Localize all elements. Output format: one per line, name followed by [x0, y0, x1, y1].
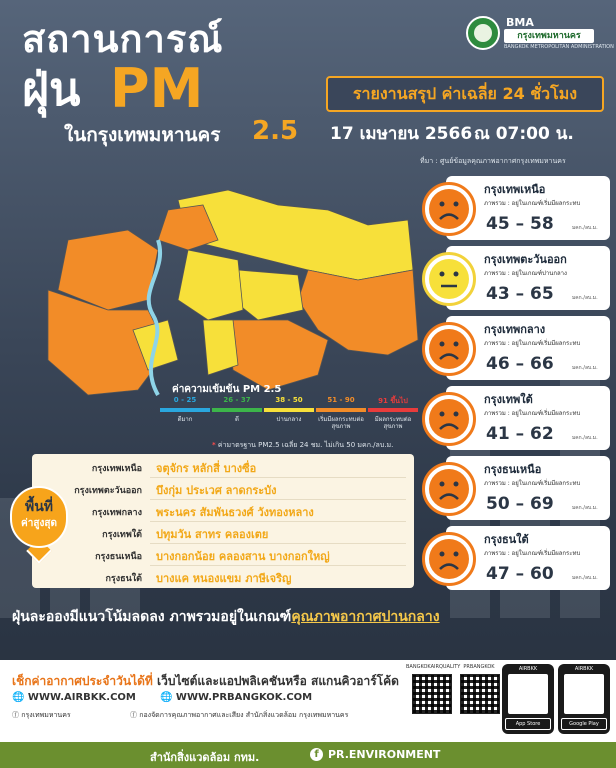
table-row — [32, 544, 414, 566]
standard-note — [212, 440, 393, 451]
title-line1: สถานการณ์ — [22, 17, 224, 61]
high-area-table — [32, 454, 414, 588]
qr2-caption: PRBANGKOK — [463, 664, 495, 670]
card-district: กรุงธนใต้ — [484, 533, 529, 546]
area-district: กรุงเทพใต้ — [102, 530, 142, 540]
qr-code-icon[interactable] — [412, 674, 452, 714]
pin-line1: พื้นที่ — [24, 499, 54, 515]
footer-office: สำนักสิ่งแวดล้อม กทม. — [150, 751, 260, 764]
area-spots: พระนคร สัมพันธวงศ์ วังทองหลาง — [156, 506, 314, 519]
report-date: 17 เมษายน 2566 — [330, 124, 473, 144]
legend-swatch — [368, 408, 418, 412]
data-source: ที่มา : ศูนย์ข้อมูลคุณภาพอากาศกรุงเทพมหานคร — [420, 157, 566, 165]
district-card-east — [422, 246, 610, 310]
area-spots: ปทุมวัน สาทร คลองเตย — [156, 528, 269, 541]
title-city: ในกรุงเทพมหานคร — [64, 124, 221, 146]
google-play-badge: Google Play — [561, 718, 607, 730]
card-value: 43 – 65 — [486, 284, 554, 304]
logo-bma: BMA — [506, 16, 534, 29]
legend-label: ปานกลาง — [276, 416, 302, 423]
card-desc: ภาพรวม : อยู่ในเกณฑ์เริ่มมีผลกระทบ — [484, 480, 581, 487]
card-district: กรุงเทพใต้ — [484, 393, 533, 406]
card-unit: มคก./ลบ.ม. — [572, 505, 598, 511]
legend-range: 38 - 50 — [275, 396, 303, 404]
sad-face-icon — [422, 462, 476, 516]
card-value: 50 – 69 — [486, 494, 554, 514]
footer — [0, 742, 616, 768]
title-pm: PM — [110, 57, 204, 120]
card-value: 47 – 60 — [486, 564, 554, 584]
area-district: กรุงธนใต้ — [105, 574, 142, 584]
card-value: 46 – 66 — [486, 354, 554, 374]
card-desc: ภาพรวม : อยู่ในเกณฑ์เริ่มมีผลกระทบ — [484, 200, 581, 207]
map-region-south-yellow — [203, 320, 238, 375]
sad-face-icon — [422, 392, 476, 446]
card-unit: มคก./ลบ.ม. — [572, 295, 598, 301]
legend-label: ดีมาก — [177, 416, 193, 423]
map-region-east-yellow — [233, 270, 303, 320]
card-unit: มคก./ลบ.ม. — [572, 365, 598, 371]
logo-eng: BANGKOK METROPOLITAN ADMINISTRATION — [504, 44, 614, 50]
report-time: ณ 07:00 น. — [474, 124, 574, 144]
info-band — [0, 660, 616, 742]
legend-swatch — [316, 408, 366, 412]
summary-highlight: คุณภาพอากาศปานกลาง — [291, 609, 440, 625]
facebook-bma-link[interactable]: ⓕ กรุงเทพมหานคร — [12, 711, 71, 719]
card-district: กรุงธนเหนือ — [484, 463, 542, 476]
card-desc: ภาพรวม : อยู่ในเกณฑ์ปานกลาง — [484, 270, 567, 277]
legend-label: เริ่มมีผลกระทบต่อสุขภาพ — [318, 416, 364, 430]
bma-logo — [466, 16, 614, 50]
pm-legend — [158, 382, 418, 434]
area-district: กรุงเทพตะวันออก — [74, 486, 142, 496]
district-card-thon-south — [422, 526, 610, 590]
area-spots: บึงกุ่ม ประเวศ ลาดกระบัง — [156, 484, 277, 497]
standard-star: * — [212, 441, 216, 449]
qr-code-icon — [564, 674, 604, 714]
area-spots: บางแค หนองแขม ภาษีเจริญ — [156, 572, 292, 585]
app2-label: AIRBKK — [574, 666, 594, 672]
legend-label: ดี — [235, 416, 239, 423]
qr-code-icon — [508, 674, 548, 714]
legend-range: 0 - 25 — [173, 396, 197, 404]
app-store-badge: App Store — [505, 718, 551, 730]
report-label: รายงานสรุป ค่าเฉลี่ย 24 ชั่วโมง — [326, 76, 604, 112]
card-unit: มคก./ลบ.ม. — [572, 435, 598, 441]
card-value: 41 – 62 — [486, 424, 554, 444]
legend-title: ค่าความเข้มข้น PM 2.5 — [172, 384, 282, 395]
summary-message — [0, 594, 616, 642]
website-airbkk-link[interactable]: 🌐 WWW.AIRBKK.COM — [12, 692, 136, 703]
bma-seal-icon — [466, 16, 500, 50]
location-pin-icon — [10, 486, 68, 564]
table-row — [32, 478, 414, 500]
area-district: กรุงเทพกลาง — [91, 508, 142, 518]
facebook-env-link[interactable]: ⓕ กองจัดการคุณภาพอากาศและเสียง สำนักสิ่งแวดล้อม กรุงเทพมหานคร — [130, 711, 349, 719]
check-rest: เว็บไซต์และแอปพลิเคชันหรือ สแกนคิวอาร์โค้ด — [152, 674, 399, 688]
check-air-text — [12, 672, 399, 691]
sad-face-icon — [422, 532, 476, 586]
title-line2: ฝุ่น — [22, 62, 81, 116]
legend-range: 26 - 37 — [223, 396, 251, 404]
district-card-north — [422, 176, 610, 240]
website-prbangkok-link[interactable]: 🌐 WWW.PRBANGKOK.COM — [160, 692, 313, 703]
neutral-face-icon — [422, 252, 476, 306]
sad-face-icon — [422, 182, 476, 236]
summary-text — [12, 606, 440, 628]
table-row — [32, 566, 414, 588]
card-desc: ภาพรวม : อยู่ในเกณฑ์เริ่มมีผลกระทบ — [484, 550, 581, 557]
area-district: กรุงเทพเหนือ — [91, 464, 142, 474]
logo-name: กรุงเทพมหานคร — [504, 29, 594, 43]
table-row — [32, 456, 414, 478]
app-store-qr[interactable] — [502, 664, 554, 734]
district-card-thon-north — [422, 456, 610, 520]
qr-code-icon[interactable] — [460, 674, 500, 714]
card-unit: มคก./ลบ.ม. — [572, 575, 598, 581]
standard-text: ค่ามาตรฐาน PM2.5 เฉลี่ย 24 ชม. ไม่เกิน 50 มคก./ลบ.ม. — [217, 441, 394, 449]
area-district: กรุงธนเหนือ — [95, 552, 142, 562]
table-row — [32, 500, 414, 522]
card-district: กรุงเทพตะวันออก — [484, 253, 567, 266]
card-desc: ภาพรวม : อยู่ในเกณฑ์เริ่มมีผลกระทบ — [484, 340, 581, 347]
google-play-qr[interactable] — [558, 664, 610, 734]
pin-line2: ค่าสูงสุด — [21, 518, 57, 529]
map-region-south — [228, 320, 328, 390]
facebook-icon: f — [310, 748, 323, 761]
legend-swatch — [212, 408, 262, 412]
card-unit: มคก./ลบ.ม. — [572, 225, 598, 231]
title-25: 2.5 — [252, 116, 299, 146]
area-spots: จตุจักร หลักสี่ บางซื่อ — [156, 462, 257, 475]
area-spots: บางกอกน้อย คลองสาน บางกอกใหญ่ — [156, 550, 330, 563]
legend-swatch — [264, 408, 314, 412]
sad-face-icon — [422, 322, 476, 376]
legend-range: 51 - 90 — [327, 396, 355, 404]
footer-facebook[interactable]: PR.ENVIRONMENT — [328, 748, 441, 761]
legend-label: มีผลกระทบต่อสุขภาพ — [374, 416, 412, 430]
table-row — [32, 522, 414, 544]
summary-prefix: ฝุ่นละอองมีแนวโน้มลดลง ภาพรวมอยู่ในเกณฑ์ — [12, 609, 292, 625]
card-desc: ภาพรวม : อยู่ในเกณฑ์เริ่มมีผลกระทบ — [484, 410, 581, 417]
card-value: 45 – 58 — [486, 214, 554, 234]
map-region-central — [178, 250, 243, 320]
app1-label: AIRBKK — [518, 666, 538, 672]
district-card-central — [422, 316, 610, 380]
legend-swatch — [160, 408, 210, 412]
district-card-south — [422, 386, 610, 450]
card-district: กรุงเทพกลาง — [484, 323, 546, 336]
legend-range: 91 ขึ้นไป — [378, 397, 408, 405]
check-accent: เช็กค่าอากาศประจำวันได้ที่ — [12, 674, 153, 688]
card-district: กรุงเทพเหนือ — [484, 183, 546, 196]
qr1-caption: BANGKOKAIRQUALITY — [406, 664, 461, 670]
